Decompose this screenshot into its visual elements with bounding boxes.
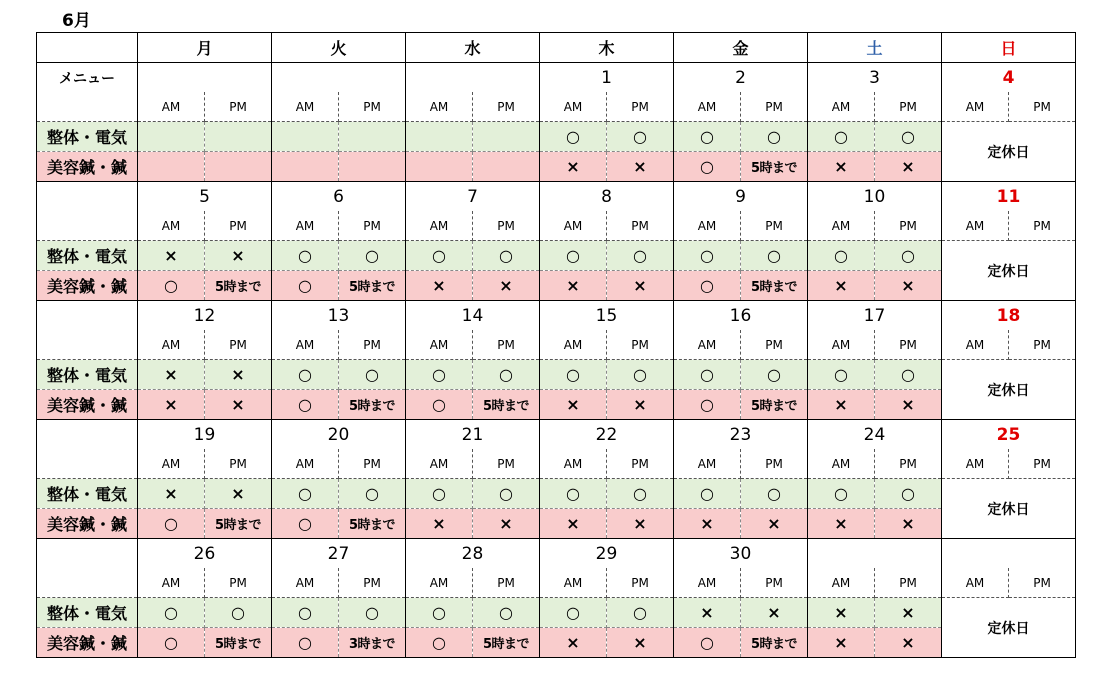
date-number: 2 bbox=[674, 63, 808, 93]
closed-day-label: 定休日 bbox=[942, 360, 1076, 420]
am-label: AM bbox=[406, 211, 473, 241]
availability-pm: 5時まで bbox=[741, 628, 808, 658]
availability-am: ○ bbox=[540, 598, 607, 628]
service-label: 美容鍼・鍼 bbox=[37, 271, 138, 301]
availability-am bbox=[272, 152, 339, 182]
week-date-row bbox=[37, 63, 1076, 93]
am-label: AM bbox=[540, 330, 607, 360]
availability-pm: 5時まで bbox=[339, 390, 406, 420]
availability-am: ○ bbox=[540, 360, 607, 390]
menu-label-cell bbox=[37, 182, 138, 212]
availability-pm bbox=[339, 152, 406, 182]
availability-pm: × bbox=[741, 509, 808, 539]
pm-label: PM bbox=[473, 211, 540, 241]
availability-am: ○ bbox=[138, 509, 205, 539]
availability-pm: × bbox=[875, 598, 942, 628]
availability-am: ○ bbox=[674, 241, 741, 271]
availability-am: ○ bbox=[674, 271, 741, 301]
availability-am: ○ bbox=[272, 598, 339, 628]
availability-am: ○ bbox=[406, 360, 473, 390]
service-label: 整体・電気 bbox=[37, 598, 138, 628]
date-number: 3 bbox=[808, 63, 942, 93]
availability-pm: × bbox=[875, 509, 942, 539]
availability-pm: 5時まで bbox=[339, 271, 406, 301]
service-label: 整体・電気 bbox=[37, 360, 138, 390]
availability-pm: ○ bbox=[339, 479, 406, 509]
availability-am: ○ bbox=[138, 271, 205, 301]
availability-am: ○ bbox=[406, 479, 473, 509]
availability-pm: × bbox=[607, 390, 674, 420]
pm-label: PM bbox=[1009, 330, 1076, 360]
closed-day-label: 定休日 bbox=[942, 598, 1076, 658]
day-header: 金 bbox=[674, 33, 808, 63]
availability-pm bbox=[473, 152, 540, 182]
availability-pm: ○ bbox=[741, 479, 808, 509]
pm-label: PM bbox=[339, 568, 406, 598]
availability-am: ○ bbox=[138, 628, 205, 658]
closed-day-label: 定休日 bbox=[942, 479, 1076, 539]
availability-pm: ○ bbox=[607, 241, 674, 271]
date-number: 1 bbox=[540, 63, 674, 93]
pm-label: PM bbox=[607, 92, 674, 122]
menu-label-cell bbox=[37, 539, 138, 569]
availability-pm: × bbox=[473, 271, 540, 301]
pm-label: PM bbox=[473, 330, 540, 360]
am-label: AM bbox=[138, 568, 205, 598]
date-number: 16 bbox=[674, 301, 808, 331]
date-number: 9 bbox=[674, 182, 808, 212]
availability-pm: 3時まで bbox=[339, 628, 406, 658]
availability-am: ○ bbox=[272, 390, 339, 420]
service-row bbox=[37, 509, 1076, 539]
availability-am: ○ bbox=[272, 241, 339, 271]
week-date-row bbox=[37, 301, 1076, 331]
availability-am bbox=[406, 122, 473, 152]
ampm-row bbox=[37, 330, 1076, 360]
date-number: 15 bbox=[540, 301, 674, 331]
pm-label: PM bbox=[339, 211, 406, 241]
am-label: AM bbox=[942, 449, 1009, 479]
am-label: AM bbox=[138, 330, 205, 360]
date-number bbox=[138, 63, 272, 93]
week-date-row bbox=[37, 539, 1076, 569]
pm-label: PM bbox=[607, 330, 674, 360]
availability-pm: ○ bbox=[607, 479, 674, 509]
availability-pm: ○ bbox=[875, 479, 942, 509]
am-label: AM bbox=[540, 568, 607, 598]
pm-label: PM bbox=[205, 330, 272, 360]
availability-am: ○ bbox=[808, 241, 875, 271]
availability-pm: × bbox=[875, 271, 942, 301]
availability-pm: × bbox=[741, 598, 808, 628]
date-number: 11 bbox=[942, 182, 1076, 212]
date-number bbox=[942, 539, 1076, 569]
date-number: 6 bbox=[272, 182, 406, 212]
availability-am: ○ bbox=[674, 390, 741, 420]
date-number: 5 bbox=[138, 182, 272, 212]
availability-am: ○ bbox=[272, 509, 339, 539]
ampm-blank bbox=[37, 211, 138, 241]
availability-am: × bbox=[138, 479, 205, 509]
availability-pm: ○ bbox=[875, 360, 942, 390]
availability-pm: ○ bbox=[875, 122, 942, 152]
date-number: 23 bbox=[674, 420, 808, 450]
service-row bbox=[37, 271, 1076, 301]
am-label: AM bbox=[808, 92, 875, 122]
availability-pm: × bbox=[473, 509, 540, 539]
day-header: 水 bbox=[406, 33, 540, 63]
availability-pm: 5時まで bbox=[473, 390, 540, 420]
pm-label: PM bbox=[607, 449, 674, 479]
availability-am: × bbox=[138, 360, 205, 390]
pm-label: PM bbox=[875, 92, 942, 122]
am-label: AM bbox=[808, 449, 875, 479]
service-label: 美容鍼・鍼 bbox=[37, 152, 138, 182]
availability-am: ○ bbox=[272, 360, 339, 390]
availability-pm: × bbox=[875, 628, 942, 658]
am-label: AM bbox=[272, 92, 339, 122]
availability-pm: ○ bbox=[473, 598, 540, 628]
availability-pm: 5時まで bbox=[205, 509, 272, 539]
availability-am bbox=[138, 122, 205, 152]
date-number: 4 bbox=[942, 63, 1076, 93]
date-number: 27 bbox=[272, 539, 406, 569]
am-label: AM bbox=[942, 92, 1009, 122]
availability-pm bbox=[339, 122, 406, 152]
availability-am: × bbox=[138, 241, 205, 271]
availability-am: × bbox=[808, 598, 875, 628]
service-label: 整体・電気 bbox=[37, 122, 138, 152]
availability-am: × bbox=[808, 390, 875, 420]
am-label: AM bbox=[674, 92, 741, 122]
availability-am: ○ bbox=[272, 479, 339, 509]
date-number bbox=[272, 63, 406, 93]
availability-pm: × bbox=[607, 271, 674, 301]
availability-pm: ○ bbox=[607, 360, 674, 390]
availability-am: ○ bbox=[406, 390, 473, 420]
am-label: AM bbox=[406, 92, 473, 122]
service-label: 美容鍼・鍼 bbox=[37, 509, 138, 539]
availability-pm: × bbox=[607, 628, 674, 658]
pm-label: PM bbox=[339, 449, 406, 479]
availability-pm: 5時まで bbox=[339, 509, 406, 539]
ampm-row bbox=[37, 568, 1076, 598]
ampm-blank bbox=[37, 92, 138, 122]
schedule-calendar bbox=[36, 32, 1076, 658]
am-label: AM bbox=[406, 449, 473, 479]
am-label: AM bbox=[942, 568, 1009, 598]
am-label: AM bbox=[674, 211, 741, 241]
pm-label: PM bbox=[741, 330, 808, 360]
availability-pm: × bbox=[607, 152, 674, 182]
availability-pm: ○ bbox=[741, 360, 808, 390]
date-number: 26 bbox=[138, 539, 272, 569]
pm-label: PM bbox=[607, 568, 674, 598]
am-label: AM bbox=[138, 211, 205, 241]
pm-label: PM bbox=[875, 211, 942, 241]
availability-pm: ○ bbox=[607, 598, 674, 628]
availability-am: × bbox=[540, 628, 607, 658]
availability-am: × bbox=[406, 271, 473, 301]
availability-am: × bbox=[138, 390, 205, 420]
availability-am: ○ bbox=[272, 271, 339, 301]
service-label: 美容鍼・鍼 bbox=[37, 390, 138, 420]
pm-label: PM bbox=[741, 568, 808, 598]
service-row bbox=[37, 390, 1076, 420]
am-label: AM bbox=[138, 92, 205, 122]
date-number: 12 bbox=[138, 301, 272, 331]
availability-am: ○ bbox=[540, 479, 607, 509]
availability-am: ○ bbox=[272, 628, 339, 658]
pm-label: PM bbox=[741, 211, 808, 241]
pm-label: PM bbox=[741, 92, 808, 122]
date-number: 14 bbox=[406, 301, 540, 331]
week-date-row bbox=[37, 420, 1076, 450]
am-label: AM bbox=[942, 330, 1009, 360]
day-header: 土 bbox=[808, 33, 942, 63]
day-header: 火 bbox=[272, 33, 406, 63]
service-row bbox=[37, 152, 1076, 182]
availability-pm: ○ bbox=[339, 360, 406, 390]
date-number: 21 bbox=[406, 420, 540, 450]
service-label: 整体・電気 bbox=[37, 241, 138, 271]
am-label: AM bbox=[808, 211, 875, 241]
am-label: AM bbox=[674, 568, 741, 598]
date-number: 18 bbox=[942, 301, 1076, 331]
day-header: 日 bbox=[942, 33, 1076, 63]
availability-pm: ○ bbox=[875, 241, 942, 271]
availability-am: ○ bbox=[808, 360, 875, 390]
availability-pm: ○ bbox=[473, 479, 540, 509]
availability-pm: 5時まで bbox=[741, 390, 808, 420]
availability-am: × bbox=[808, 152, 875, 182]
availability-pm: 5時まで bbox=[741, 152, 808, 182]
availability-pm: 5時まで bbox=[205, 271, 272, 301]
availability-am: ○ bbox=[808, 479, 875, 509]
header-blank bbox=[37, 33, 138, 63]
ampm-blank bbox=[37, 449, 138, 479]
service-row bbox=[37, 479, 1076, 509]
availability-pm: ○ bbox=[339, 598, 406, 628]
ampm-row bbox=[37, 449, 1076, 479]
date-number: 28 bbox=[406, 539, 540, 569]
availability-pm: × bbox=[205, 390, 272, 420]
availability-am: × bbox=[674, 509, 741, 539]
availability-pm: ○ bbox=[473, 241, 540, 271]
am-label: AM bbox=[272, 330, 339, 360]
am-label: AM bbox=[406, 568, 473, 598]
pm-label: PM bbox=[339, 330, 406, 360]
pm-label: PM bbox=[205, 449, 272, 479]
availability-am: ○ bbox=[674, 122, 741, 152]
availability-pm: ○ bbox=[205, 598, 272, 628]
day-header: 木 bbox=[540, 33, 674, 63]
availability-pm: ○ bbox=[339, 241, 406, 271]
date-number: 29 bbox=[540, 539, 674, 569]
pm-label: PM bbox=[473, 568, 540, 598]
day-header: 月 bbox=[138, 33, 272, 63]
pm-label: PM bbox=[1009, 211, 1076, 241]
availability-pm: × bbox=[205, 241, 272, 271]
date-number: 30 bbox=[674, 539, 808, 569]
am-label: AM bbox=[942, 211, 1009, 241]
availability-pm: ○ bbox=[741, 241, 808, 271]
closed-day-label: 定休日 bbox=[942, 122, 1076, 182]
pm-label: PM bbox=[205, 92, 272, 122]
date-number bbox=[808, 539, 942, 569]
availability-am: × bbox=[540, 509, 607, 539]
availability-am: ○ bbox=[674, 152, 741, 182]
availability-am: ○ bbox=[406, 628, 473, 658]
am-label: AM bbox=[272, 211, 339, 241]
availability-am: ○ bbox=[808, 122, 875, 152]
availability-am: ○ bbox=[406, 598, 473, 628]
availability-am: × bbox=[808, 509, 875, 539]
am-label: AM bbox=[138, 449, 205, 479]
availability-am bbox=[406, 152, 473, 182]
am-label: AM bbox=[272, 568, 339, 598]
availability-pm: 5時まで bbox=[205, 628, 272, 658]
menu-label-cell bbox=[37, 420, 138, 450]
am-label: AM bbox=[540, 92, 607, 122]
pm-label: PM bbox=[339, 92, 406, 122]
am-label: AM bbox=[406, 330, 473, 360]
date-number: 13 bbox=[272, 301, 406, 331]
service-row bbox=[37, 598, 1076, 628]
availability-am: × bbox=[540, 152, 607, 182]
availability-pm: 5時まで bbox=[741, 271, 808, 301]
week-date-row bbox=[37, 182, 1076, 212]
availability-am bbox=[272, 122, 339, 152]
am-label: AM bbox=[674, 330, 741, 360]
availability-pm: 5時まで bbox=[473, 628, 540, 658]
availability-pm bbox=[205, 152, 272, 182]
am-label: AM bbox=[540, 211, 607, 241]
pm-label: PM bbox=[473, 92, 540, 122]
availability-pm: × bbox=[607, 509, 674, 539]
date-number: 24 bbox=[808, 420, 942, 450]
availability-pm bbox=[205, 122, 272, 152]
menu-label-cell bbox=[37, 63, 138, 93]
date-number: 20 bbox=[272, 420, 406, 450]
availability-pm: × bbox=[205, 360, 272, 390]
availability-am: × bbox=[808, 271, 875, 301]
availability-am: ○ bbox=[138, 598, 205, 628]
am-label: AM bbox=[808, 568, 875, 598]
availability-pm bbox=[473, 122, 540, 152]
pm-label: PM bbox=[205, 211, 272, 241]
pm-label: PM bbox=[1009, 449, 1076, 479]
availability-pm: ○ bbox=[741, 122, 808, 152]
availability-pm: ○ bbox=[473, 360, 540, 390]
pm-label: PM bbox=[607, 211, 674, 241]
availability-am: × bbox=[540, 390, 607, 420]
am-label: AM bbox=[674, 449, 741, 479]
availability-am: ○ bbox=[540, 122, 607, 152]
date-number: 8 bbox=[540, 182, 674, 212]
availability-am: ○ bbox=[540, 241, 607, 271]
availability-pm: × bbox=[875, 152, 942, 182]
am-label: AM bbox=[540, 449, 607, 479]
date-number: 10 bbox=[808, 182, 942, 212]
service-label: 美容鍼・鍼 bbox=[37, 628, 138, 658]
service-row bbox=[37, 122, 1076, 152]
availability-am bbox=[138, 152, 205, 182]
availability-am: × bbox=[808, 628, 875, 658]
availability-am: × bbox=[674, 598, 741, 628]
am-label: AM bbox=[808, 330, 875, 360]
date-number: 19 bbox=[138, 420, 272, 450]
date-number: 7 bbox=[406, 182, 540, 212]
closed-day-label: 定休日 bbox=[942, 241, 1076, 301]
ampm-row bbox=[37, 211, 1076, 241]
availability-pm: × bbox=[205, 479, 272, 509]
service-label: 整体・電気 bbox=[37, 479, 138, 509]
availability-am: ○ bbox=[406, 241, 473, 271]
availability-am: ○ bbox=[674, 479, 741, 509]
availability-am: × bbox=[406, 509, 473, 539]
availability-pm: ○ bbox=[607, 122, 674, 152]
ampm-blank bbox=[37, 568, 138, 598]
service-row bbox=[37, 360, 1076, 390]
date-number: 17 bbox=[808, 301, 942, 331]
pm-label: PM bbox=[875, 449, 942, 479]
pm-label: PM bbox=[875, 330, 942, 360]
pm-label: PM bbox=[205, 568, 272, 598]
date-number: 22 bbox=[540, 420, 674, 450]
availability-am: ○ bbox=[674, 628, 741, 658]
availability-am: ○ bbox=[674, 360, 741, 390]
menu-label: メニュー bbox=[59, 70, 115, 87]
ampm-row bbox=[37, 92, 1076, 122]
menu-label-cell bbox=[37, 301, 138, 331]
am-label: AM bbox=[272, 449, 339, 479]
date-number: 25 bbox=[942, 420, 1076, 450]
ampm-blank bbox=[37, 330, 138, 360]
pm-label: PM bbox=[1009, 92, 1076, 122]
date-number bbox=[406, 63, 540, 93]
availability-pm: × bbox=[875, 390, 942, 420]
pm-label: PM bbox=[875, 568, 942, 598]
pm-label: PM bbox=[741, 449, 808, 479]
availability-am: × bbox=[540, 271, 607, 301]
service-row bbox=[37, 628, 1076, 658]
pm-label: PM bbox=[473, 449, 540, 479]
pm-label: PM bbox=[1009, 568, 1076, 598]
service-row bbox=[37, 241, 1076, 271]
month-title: 6月 bbox=[62, 11, 91, 31]
